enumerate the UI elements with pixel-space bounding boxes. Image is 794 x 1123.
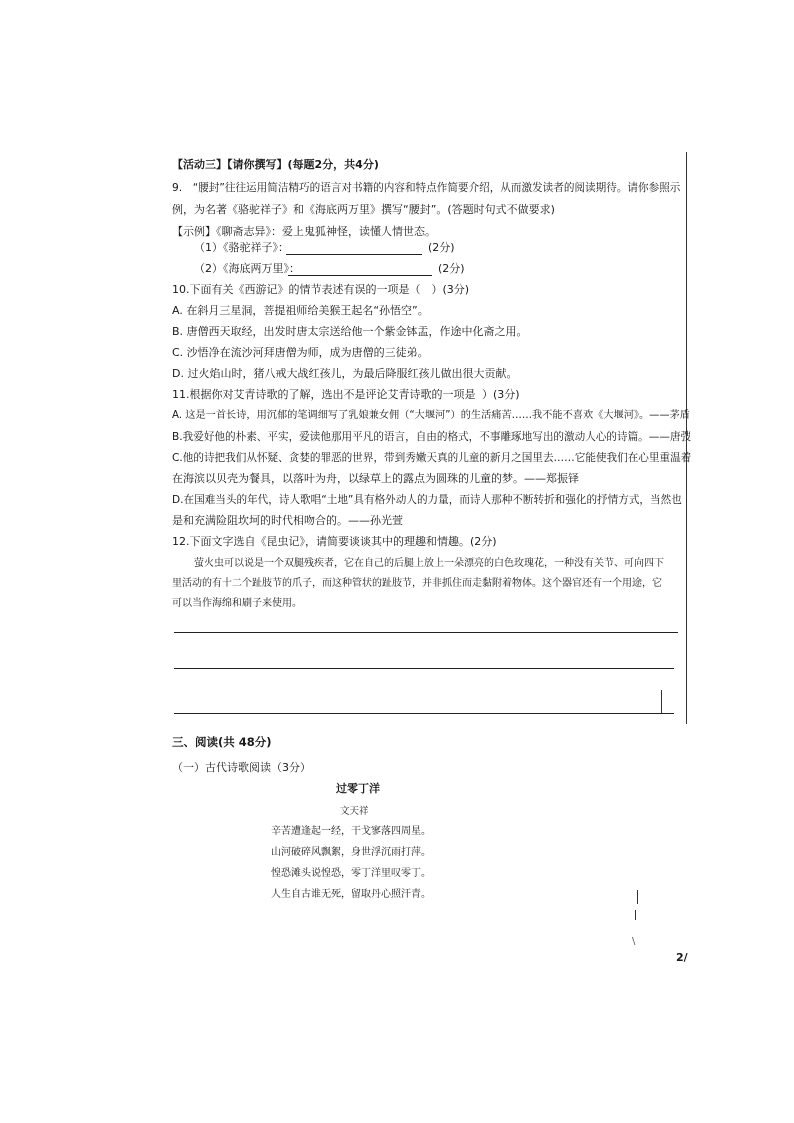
- q11-stem-score: ）(3分): [482, 388, 520, 401]
- scan-mark: [637, 890, 638, 904]
- q11-stem: 11.根据你对艾青诗歌的了解，选出不是评论艾青诗歌的一项是: [172, 388, 476, 401]
- q11-option-c-line2: 在海滨以贝壳为餐具，以落叶为舟，以绿草上的露点为圆珠的儿童的梦。——郑振铎: [172, 472, 579, 485]
- section3-subheading: （一）古代诗歌阅读（3分）: [172, 761, 311, 774]
- q11-option-b: B.我爱好他的朴素、平实，爱读他那用平凡的语言，自由的格式，不事雕琢地写出的激动人心的诗篇。——唐弢: [172, 431, 692, 443]
- q12-answer-line-1[interactable]: [174, 632, 678, 633]
- q9-item1-label: （1）《骆驼祥子》：: [194, 241, 289, 254]
- poem-title: 过零丁洋: [336, 782, 380, 795]
- q11-option-c-line1: C.他的诗把我们从怀疑、贪婪的罪恶的世界，带到秀嫩天真的儿童的新月之国里去……它能使我们在心里重温着: [172, 452, 692, 464]
- q11-option-d-line1: D.在国难当头的年代，诗人歌唱“土地”具有格外动人的力量，而诗人那种不断转折和强化的抒情方式，当然也: [172, 494, 682, 506]
- section3-heading: 三、阅读(共 48分): [172, 735, 272, 749]
- q10-option-d: D. 过火焰山时，猪八戒大战红孩儿，为最后降服红孩儿做出很大贡献。: [172, 367, 518, 380]
- binding-edge-line-lower: [661, 690, 662, 714]
- poem-line-4: 人生自古谁无死，留取丹心照汗青。: [271, 889, 431, 900]
- poem-line-3: 惶恐滩头说惶恐，零丁洋里叹零丁。: [271, 868, 431, 879]
- q9-item1-answer-line[interactable]: [286, 254, 422, 255]
- q9-item2-score: (2分): [438, 262, 465, 275]
- q10-stem: 10.下面有关《西游记》的情节表述有误的一项是（ ）(3分): [172, 283, 470, 296]
- q9-item2-label: （2）《海底两万里》：: [194, 262, 300, 275]
- q12-passage-line2: 里活动的有十二个趾肢节的爪子，而这种管状的趾肢节，并非抓住而走黏附着物体。这个器官还有一个用途，它: [172, 578, 662, 589]
- poem-author: 文天祥: [340, 806, 369, 817]
- q12-answer-line-2[interactable]: [174, 668, 674, 669]
- q9-item1-score: (2分): [428, 241, 455, 254]
- q9-item2-answer-line[interactable]: [288, 275, 432, 276]
- poem-line-2: 山河破碎风飘絮，身世浮沉雨打萍。: [271, 847, 431, 858]
- q11-option-a: A. 这是一首长诗，用沉郁的笔调细写了乳娘兼女佣（“大堰河”）的生活痛苦……我不能不喜欢《大堰河》。——茅盾: [172, 410, 690, 421]
- q12-passage-line3: 可以当作海绵和刷子来使用。: [172, 598, 302, 609]
- q9-line1: 9. “腰封”往往运用简洁精巧的语言对书籍的内容和特点作简要介绍，从而激发读者的阅读期待。请你参照示: [172, 182, 681, 194]
- q11-option-d-line2: 是和充满险阻坎坷的时代相吻合的。——孙光萱: [172, 514, 403, 527]
- q10-option-a: A. 在斜月三星洞，菩提祖师给美猴王起名“孙悟空”。: [172, 304, 429, 317]
- q9-line2: 例，为名著《骆驼祥子》和《海底两万里》撰写“腰封”。(答题时句式不做要求): [172, 203, 555, 216]
- example-line: 【示例】《聊斋志异》：爱上鬼狐神怪，读懂人情世态。: [172, 225, 436, 238]
- q12-stem: 12.下面文字选自《昆虫记》，请简要谈谈其中的理趣和情趣。(2分): [172, 535, 497, 548]
- page-number: 2/: [676, 951, 688, 964]
- q12-passage-line1: 萤火虫可以说是一个双腿残疾者，它在自己的后腿上放上一朵漂亮的白色玫瑰花，一种没有关节、可向四下: [194, 558, 664, 569]
- scan-mark-3: \: [632, 936, 636, 947]
- scan-mark-2: [635, 910, 636, 920]
- q10-option-b: B. 唐僧西天取经，出发时唐太宗送给他一个紫金钵盂，作途中化斋之用。: [172, 325, 528, 338]
- activity-heading: 【活动三】【请你撰写】(每题2分，共4分): [172, 158, 379, 171]
- poem-line-1: 辛苦遭逢起一经，干戈寥落四周星。: [271, 826, 431, 837]
- q12-answer-line-3[interactable]: [174, 713, 674, 714]
- q10-option-c: C. 沙悟净在流沙河拜唐僧为师，成为唐僧的三徒弟。: [172, 346, 429, 359]
